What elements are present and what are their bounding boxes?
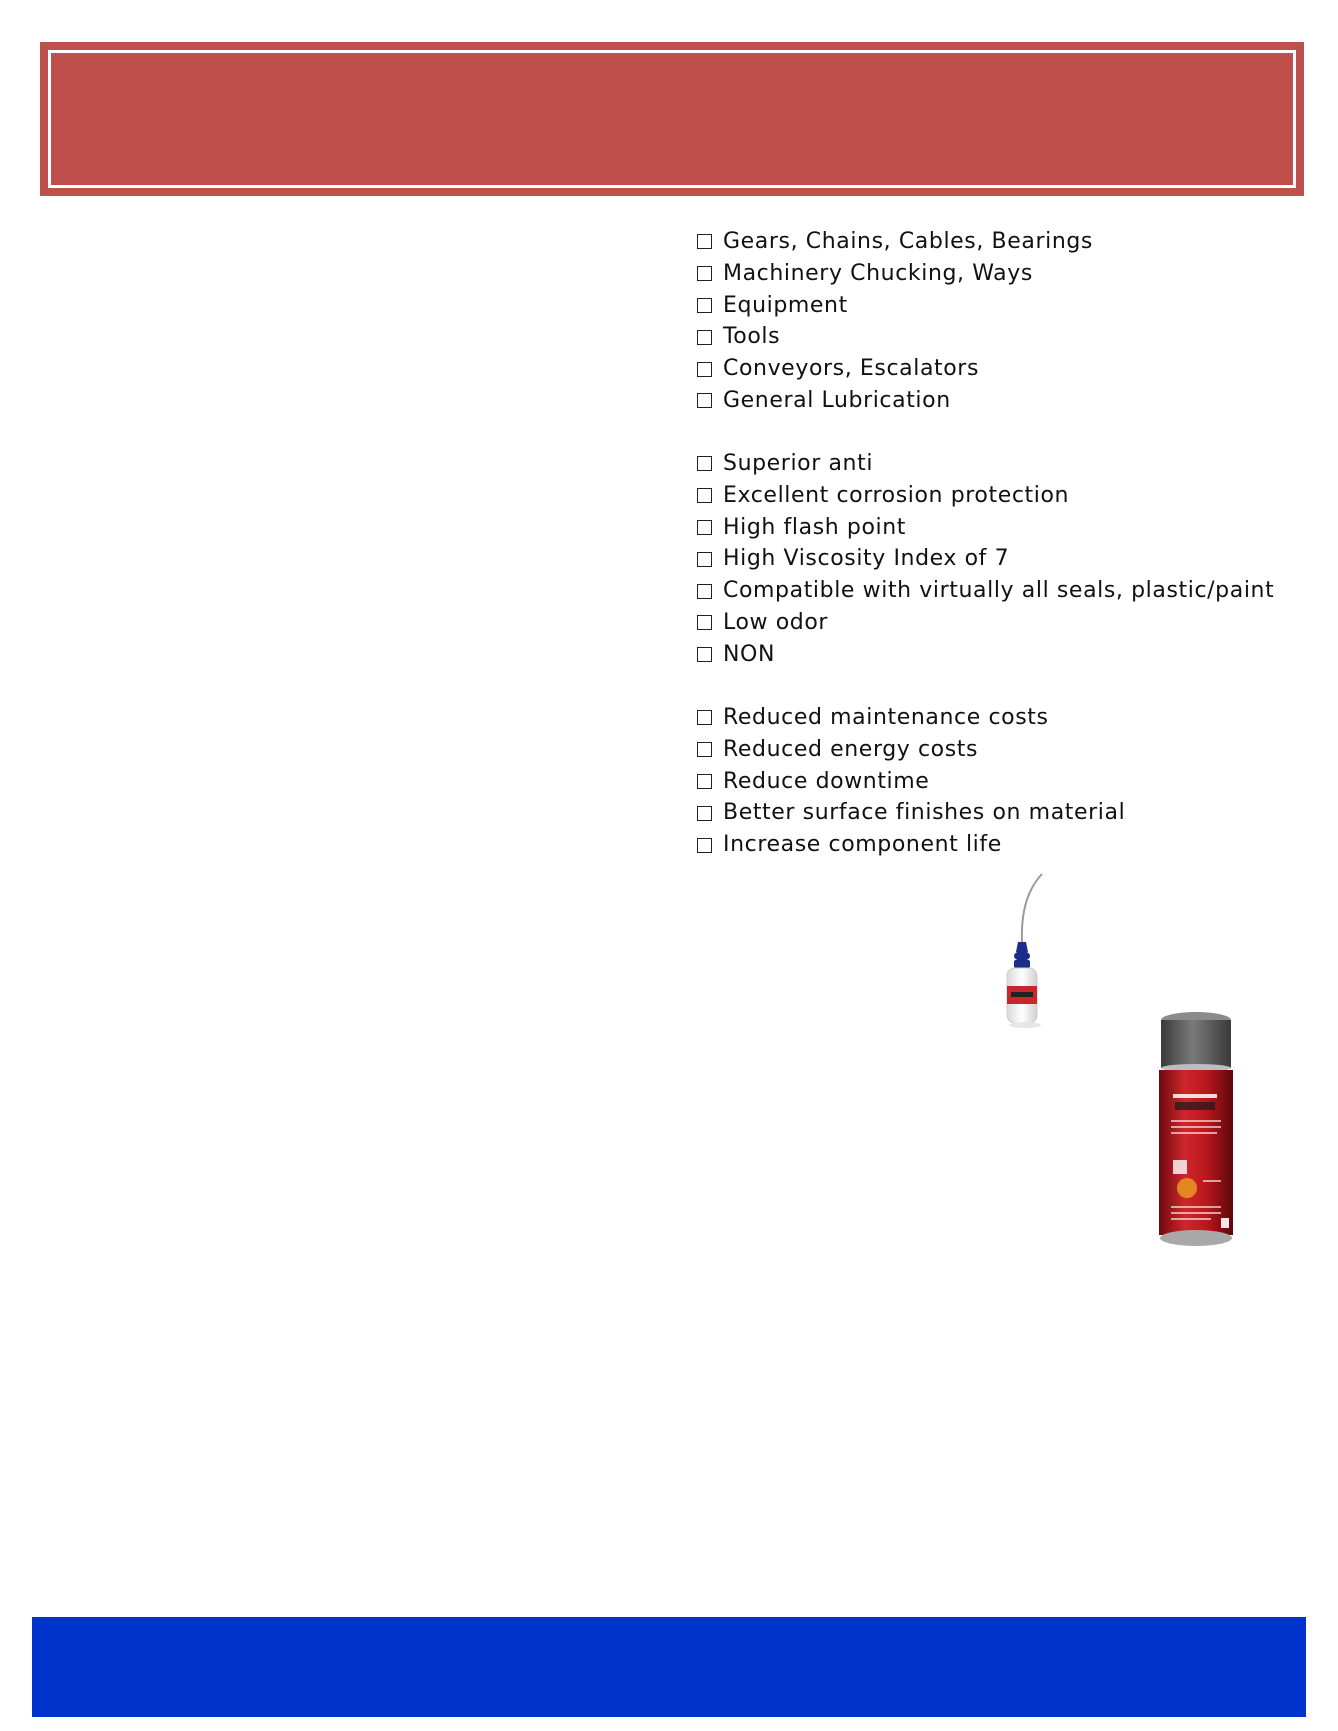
checkbox-icon (697, 266, 712, 281)
list-item-label: NON (723, 641, 776, 667)
list-item-label: High Viscosity Index of 7 (723, 546, 1010, 572)
checkbox-icon (697, 647, 712, 662)
list-item (697, 829, 1125, 861)
list-item (697, 543, 1274, 575)
list-item (697, 290, 1093, 322)
list-item (697, 226, 1093, 258)
list-item (697, 258, 1093, 290)
list-item (697, 639, 1274, 671)
checkbox-icon (697, 330, 712, 345)
list-item-label: Conveyors, Escalators (723, 356, 980, 382)
list-item-label: Machinery Chucking, Ways (723, 260, 1033, 286)
list-item-label: High flash point (723, 514, 907, 540)
list-item-label: Superior anti (723, 451, 874, 476)
checkbox-icon (697, 742, 712, 757)
list-item (697, 448, 1274, 480)
checkbox-icon (697, 710, 712, 725)
checkbox-icon (697, 234, 712, 249)
list-item (697, 385, 1093, 417)
aerosol-spray-can-icon (1155, 1010, 1237, 1252)
applications-list (697, 226, 1093, 417)
list-item-label: Compatible with virtually all seals, plastic/paint (723, 578, 1275, 604)
features-list (697, 448, 1274, 671)
list-item-label: Low odor (723, 609, 829, 635)
list-item (697, 797, 1125, 829)
list-item-label: Reduce downtime (723, 768, 930, 794)
footer-bar (32, 1617, 1306, 1717)
checkbox-icon (697, 584, 712, 599)
list-item (697, 607, 1274, 639)
needle-oiler-bottle-icon (985, 872, 1055, 1032)
list-item (697, 512, 1274, 544)
header-banner (40, 42, 1304, 196)
list-item (697, 734, 1125, 766)
checkbox-icon (697, 456, 712, 471)
benefits-list (697, 702, 1125, 861)
checkbox-icon (697, 393, 712, 408)
checkbox-icon (697, 362, 712, 377)
list-item (697, 321, 1093, 353)
list-item-label: General Lubrication (723, 387, 951, 413)
list-item (697, 480, 1274, 512)
checkbox-icon (697, 806, 712, 821)
checkbox-icon (697, 838, 712, 853)
list-item-label: Equipment (723, 292, 848, 318)
list-item-label: Reduced maintenance costs (723, 705, 1049, 730)
list-item-label: Excellent corrosion protection (723, 482, 1070, 508)
list-item-label: Gears, Chains, Cables, Bearings (723, 229, 1093, 254)
list-item-label: Increase component life (723, 832, 1002, 858)
list-item (697, 766, 1125, 798)
header-inner-border (48, 50, 1296, 188)
list-item (697, 353, 1093, 385)
list-item (697, 575, 1274, 607)
checkbox-icon (697, 520, 712, 535)
list-item-label: Better surface finishes on material (723, 800, 1126, 826)
checkbox-icon (697, 298, 712, 313)
list-item-label: Tools (723, 324, 781, 350)
checkbox-icon (697, 488, 712, 503)
list-item-label: Reduced energy costs (723, 736, 979, 762)
checkbox-icon (697, 552, 712, 567)
list-item (697, 702, 1125, 734)
checkbox-icon (697, 615, 712, 630)
checkbox-icon (697, 774, 712, 789)
